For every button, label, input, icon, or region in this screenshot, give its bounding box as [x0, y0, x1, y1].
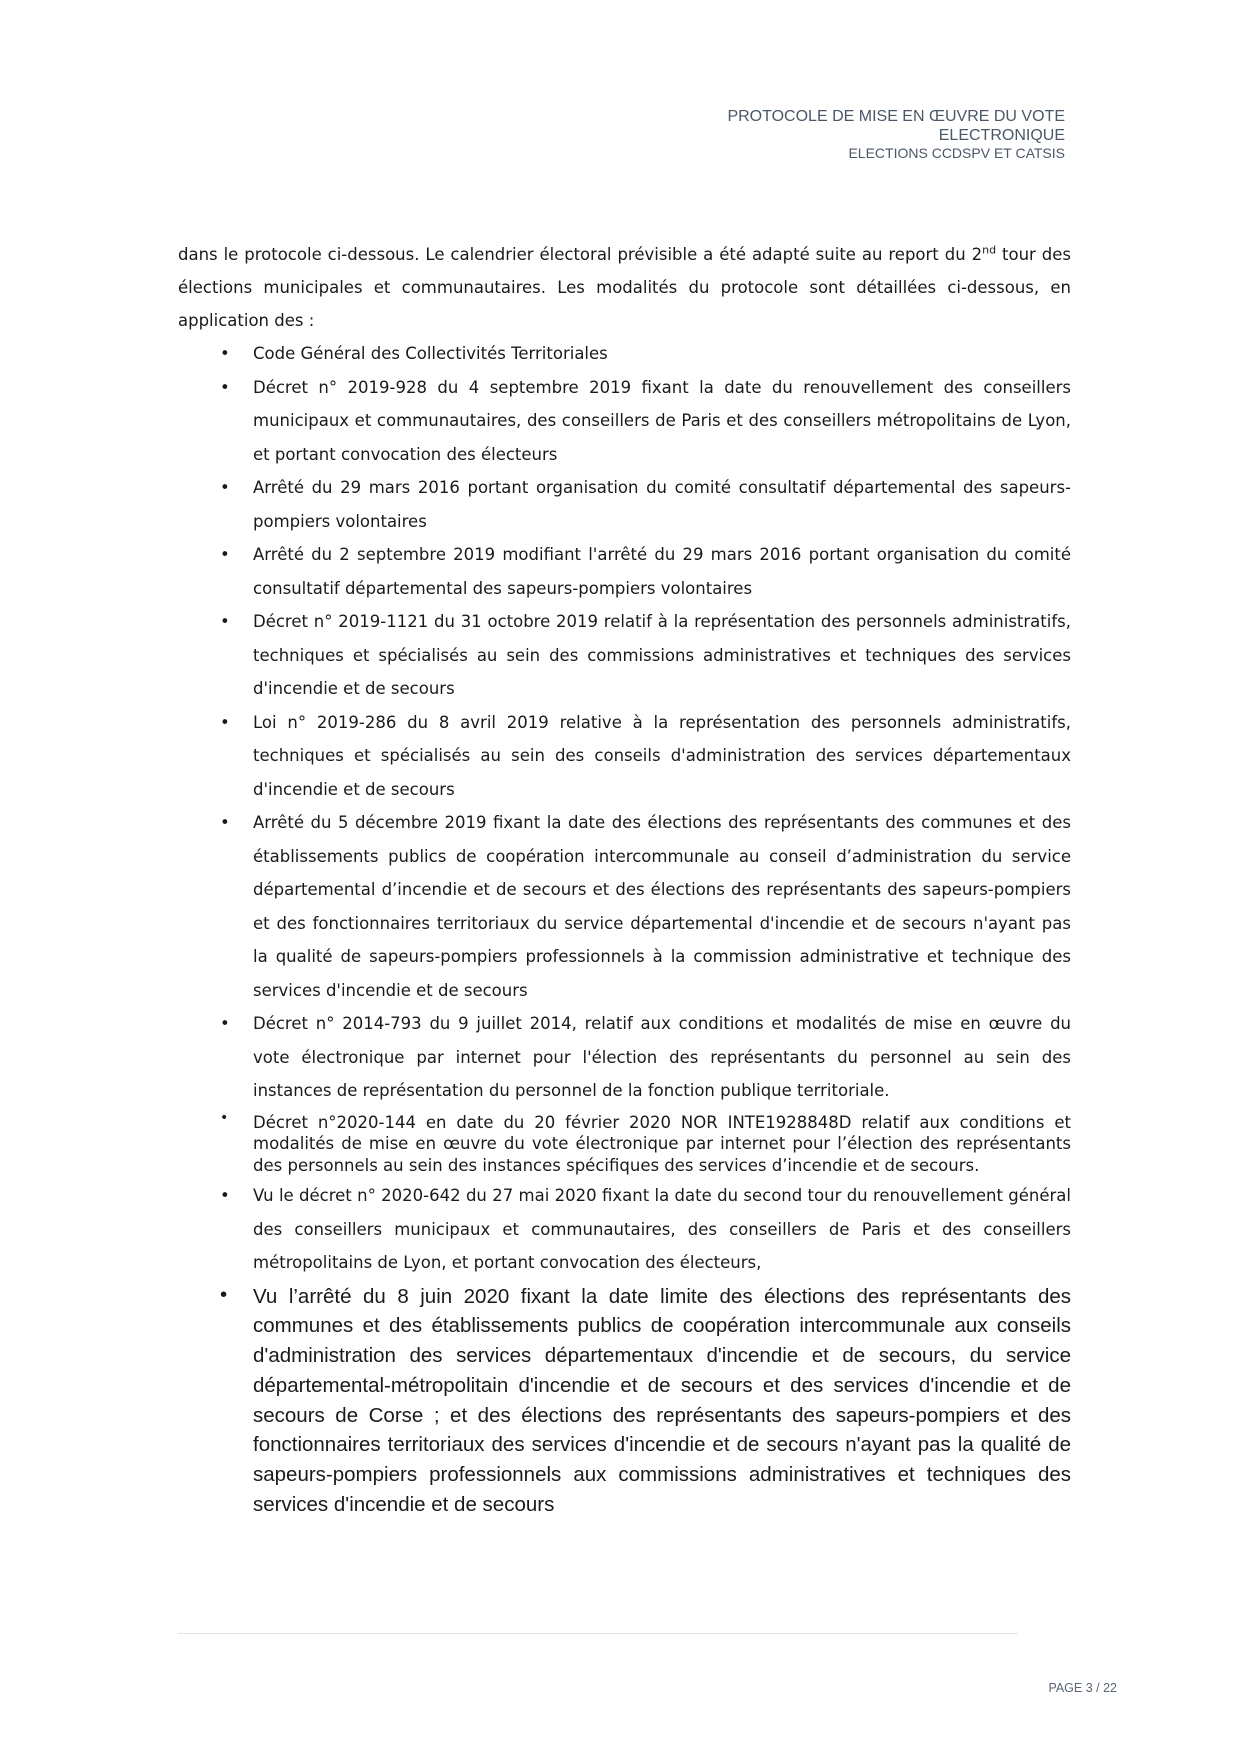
reference-item [178, 471, 1071, 538]
header-subtitle: ELECTIONS CCDSPV ET CATSIS [848, 145, 1065, 161]
bullet-icon: • [220, 612, 230, 631]
reference-item [178, 337, 1071, 371]
reference-text: Arrêté du 29 mars 2016 portant organisation du comité consultatif départemental des sapeurs-pompiers volontaires [253, 478, 1071, 531]
reference-item [178, 538, 1071, 605]
header-title-line-1: PROTOCOLE DE MISE EN ŒUVRE DU VOTE [727, 108, 1065, 125]
reference-text: Vu l’arrêté du 8 juin 2020 fixant la date limite des élections des représentants des communes et des établissements publics de coopération intercommunale aux conseils d'administration des services départementaux d'incendie et de secours, du service départemental-métropolitain d'incendie et de secours et des services d'incendie et de secours de Corse ; et des élections des représentants des sapeurs-pompiers et des fonctionnaires territoriaux des services d'incendie et de secours n'ayant pas la qualité de sapeurs-pompiers professionnels aux commissions administratives et techniques des services d'incendie et de secours [253, 1284, 1071, 1517]
reference-text: Décret n° 2014-793 du 9 juillet 2014, relatif aux conditions et modalités de mise en œuvre du vote électronique par internet pour l'élection des représentants du personnel au sein des instances de représentation du personnel de la fonction publique territoriale. [253, 1014, 1071, 1100]
reference-text: Décret n°2020-144 en date du 20 février 2020 NOR INTE1928848D relatif aux conditions et modalités de mise en œuvre du vote électronique par internet pour l’élection des représentants des personnels au sein des instances spécifiques des services d’incendie et de secours. [253, 1112, 1071, 1175]
reference-item [178, 1280, 1071, 1520]
reference-item [178, 1179, 1071, 1280]
intro-superscript: nd [982, 243, 997, 257]
reference-text: Arrêté du 2 septembre 2019 modifiant l'arrêté du 29 mars 2016 portant organisation du comité consultatif départemental des sapeurs-pompiers volontaires [253, 545, 1071, 598]
page-header [727, 107, 1065, 162]
bullet-icon: • [220, 377, 230, 397]
reference-text: Décret n° 2019-928 du 4 septembre 2019 fixant la date du renouvellement des conseillers municipaux et communautaires, des conseillers de Paris et des conseillers métropolitains de Lyon, et portant convocation des électeurs [253, 377, 1071, 464]
reference-text: Code Général des Collectivités Territoriales [253, 344, 608, 363]
reference-item [178, 706, 1071, 807]
reference-item [178, 371, 1071, 472]
intro-text-start: dans le protocole ci-dessous. Le calendrier électoral prévisible a été adapté suite au report du 2 [178, 245, 983, 264]
reference-item [178, 1007, 1071, 1108]
bullet-icon: • [220, 1282, 228, 1306]
reference-text: Vu le décret n° 2020-642 du 27 mai 2020 fixant la date du second tour du renouvellement général des conseillers municipaux et communautaires, des conseillers de Paris et des conseillers métropolitains de Lyon, et portant convocation des électeurs, [253, 1186, 1071, 1272]
bullet-icon: • [220, 1014, 230, 1033]
legal-references-list [178, 337, 1071, 1520]
reference-item [178, 605, 1071, 706]
header-title-line-2: ELECTRONIQUE [938, 127, 1065, 144]
reference-text: Loi n° 2019-286 du 8 avril 2019 relative à la représentation des personnels administratifs, techniques et spécialisés au sein des conseils d'administration des services départementaux d'incendie et de secours [253, 712, 1071, 799]
bullet-icon: • [220, 712, 230, 732]
bullet-icon: • [220, 1109, 229, 1126]
intro-paragraph [178, 238, 1071, 337]
bullet-icon: • [220, 545, 230, 564]
bullet-icon: • [220, 478, 230, 497]
page-number: PAGE 3 / 22 [1048, 1681, 1117, 1695]
reference-text: Arrêté du 5 décembre 2019 fixant la date des élections des représentants des communes et des établissements publics de coopération intercommunale au conseil d’administration du service départemental d’incendie et de secours et des élections des représentants des sapeurs-pompiers et des fonctionnaires territoriaux du service départemental d'incendie et de secours n'ayant pas la qualité de sapeurs-pompiers professionnels à la commission administrative et technique des services d'incendie et de secours [253, 813, 1071, 1000]
bullet-icon: • [220, 813, 230, 832]
bullet-icon: • [220, 1186, 230, 1205]
reference-item [178, 806, 1071, 1007]
footer-divider [178, 1633, 1018, 1634]
intro-text-end: tour des élections municipales et communautaires. Les modalités du protocole sont détaillées ci-dessous, en application des : [178, 245, 1071, 330]
reference-item [178, 1108, 1071, 1180]
reference-text: Décret n° 2019-1121 du 31 octobre 2019 relatif à la représentation des personnels administratifs, techniques et spécialisés au sein des commissions administratives et techniques des services d'incendie et de secours [253, 612, 1071, 698]
bullet-icon: • [220, 344, 230, 363]
document-body [178, 238, 1071, 1520]
